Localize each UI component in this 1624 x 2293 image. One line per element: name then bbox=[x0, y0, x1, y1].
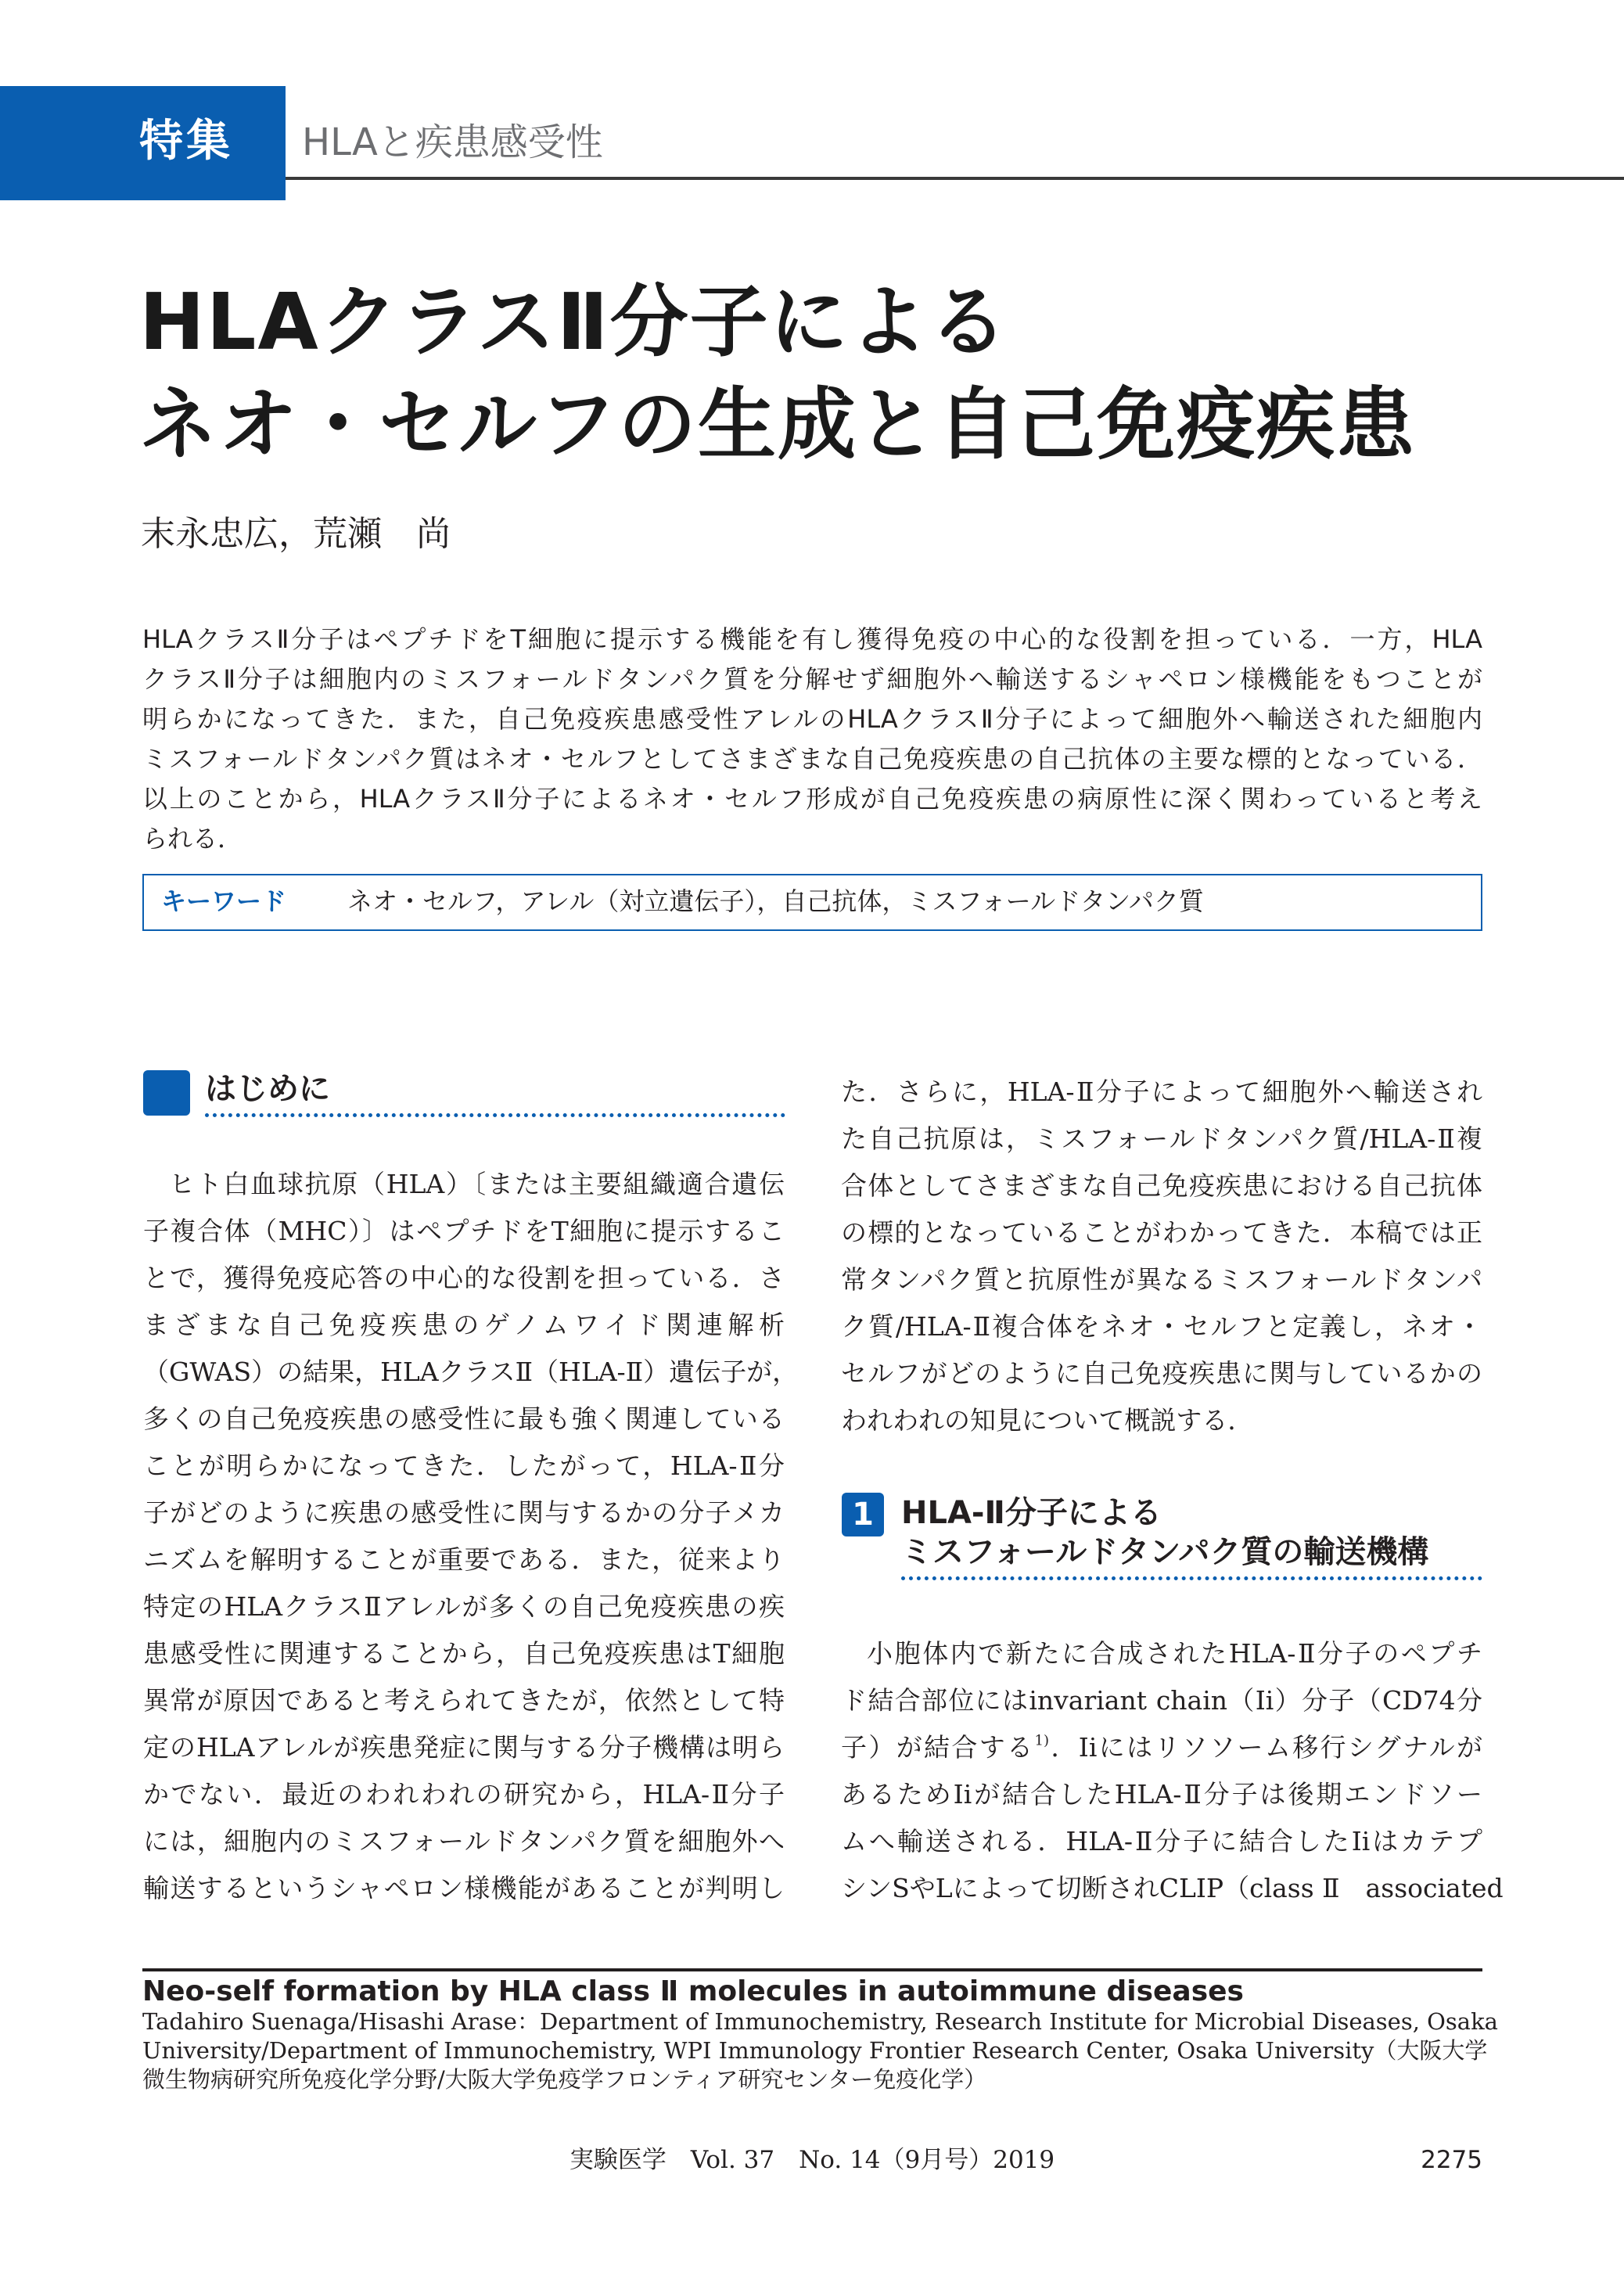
text-line: 異常が原因であると考えられてきたが，依然として特 bbox=[143, 1685, 785, 1716]
text-line: には，細胞内のミスフォールドタンパク質を細胞外へ bbox=[143, 1826, 785, 1856]
text-line: の標的となっていることがわかってきた．本稿では正 bbox=[841, 1217, 1482, 1248]
header-divider bbox=[286, 177, 1624, 180]
affiliation-line: Tadahiro Suenaga/Hisashi Arase：Department of Immunochemistry, Research Institute for Microbial Diseases, Osaka bbox=[142, 2008, 1498, 2035]
text-line: た．さらに，HLA-Ⅱ分子によって細胞外へ輸送され bbox=[841, 1076, 1482, 1107]
text-line: セルフがどのように自己免疫疾患に関与しているかの bbox=[841, 1358, 1482, 1389]
text-fragment: ．Iiにはリソソーム移行シグナルが bbox=[1049, 1732, 1483, 1763]
text-line: 特定のHLAクラスⅡアレルが多くの自己免疫疾患の疾 bbox=[143, 1591, 785, 1622]
section-marker-icon bbox=[143, 1070, 190, 1116]
feature-tag: 特集 bbox=[139, 116, 233, 167]
section1-heading-line-2: ミスフォールドタンパク質の輸送機構 bbox=[901, 1534, 1429, 1570]
series-title: HLAと疾患感受性 bbox=[302, 120, 603, 164]
text-line: HLAクラスⅡ分子はペプチドをT細胞に提示する機能を有し獲得免疫の中心的な役割を担っている．一方，HLA bbox=[142, 624, 1482, 654]
text-line: 明らかになってきた．また，自己免疫疾患感受性アレルのHLAクラスⅡ分子によって細胞外へ輸送された細胞内 bbox=[142, 704, 1482, 734]
text-line: ド結合部位にはinvariant chain（Ii）分子（CD74分 bbox=[841, 1685, 1482, 1716]
text-fragment: 子）が結合する bbox=[841, 1732, 1035, 1763]
text-line: とで，獲得免疫応答の中心的な役割を担っている．さ bbox=[143, 1263, 785, 1293]
text-line: あるためIiが結合したHLA-Ⅱ分子は後期エンドソー bbox=[841, 1779, 1482, 1810]
heading-dotted-rule bbox=[205, 1113, 785, 1117]
text-line: 多くの自己免疫疾患の感受性に最も強く関連している bbox=[143, 1403, 785, 1434]
text-line: かでない．最近のわれわれの研究から，HLA-Ⅱ分子 bbox=[143, 1779, 785, 1810]
text-line: られる． bbox=[142, 824, 243, 854]
text-line: 患感受性に関連することから，自己免疫疾患はT細胞 bbox=[143, 1638, 785, 1669]
text-line: た自己抗原は，ミスフォールドタンパク質/HLA-Ⅱ複 bbox=[841, 1123, 1482, 1154]
abstract bbox=[142, 620, 1482, 859]
text-line: シンSやLによって切断されCLIP（class Ⅱ associated bbox=[841, 1873, 1504, 1903]
journal-info: 実験医学 Vol. 37 No. 14（9月号）2019 bbox=[569, 2146, 1055, 2174]
text-line: 常タンパク質と抗原性が異なるミスフォールドタンパ bbox=[841, 1264, 1482, 1295]
text-line: クラスⅡ分子は細胞内のミスフォールドタンパク質を分解せず細胞外へ輸送するシャペロン様機能をもつことが bbox=[142, 664, 1482, 694]
page-number: 2275 bbox=[1421, 2146, 1482, 2174]
article-title-line-2: ネオ・セルフの生成と自己免疫疾患 bbox=[139, 379, 1416, 470]
text-line: まざまな自己免疫疾患のゲノムワイド関連解析 bbox=[143, 1310, 785, 1340]
body-column-right bbox=[841, 1069, 1482, 1444]
article-title-line-1: HLAクラスⅡ分子による bbox=[139, 276, 1009, 368]
text-line: ヒト白血球抗原（HLA）〔または主要組織適合遺伝 bbox=[169, 1169, 785, 1199]
affiliation bbox=[142, 2007, 1498, 2094]
keyword-list: ネオ・セルフ，アレル（対立遺伝子），自己抗体，ミスフォールドタンパク質 bbox=[347, 886, 1204, 916]
text-line: ムへ輸送される．HLA-Ⅱ分子に結合したIiはカテプ bbox=[841, 1826, 1482, 1856]
intro-heading: はじめに bbox=[205, 1071, 330, 1107]
section-number-badge bbox=[842, 1493, 884, 1536]
text-line: 子複合体（MHC）〕はペプチドをT細胞に提示するこ bbox=[143, 1216, 785, 1246]
keyword-label: キーワード bbox=[161, 886, 287, 916]
affiliation-line: University/Department of Immunochemistry, WPI Immunology Frontier Research Center, Osaka University（大阪大学 bbox=[142, 2037, 1488, 2064]
text-line: 以上のことから，HLAクラスⅡ分子によるネオ・セルフ形成が自己免疫疾患の病原性に深く関わっていると考え bbox=[142, 784, 1482, 814]
section1-heading-line-1: HLA-Ⅱ分子による bbox=[901, 1495, 1162, 1531]
text-line: 合体としてさまざまな自己免疫疾患における自己抗体 bbox=[841, 1170, 1482, 1201]
text-line: 定のHLAアレルが疾患発症に関与する分子機構は明ら bbox=[143, 1732, 785, 1763]
text-line: 小胞体内で新たに合成されたHLA-Ⅱ分子のペプチ bbox=[867, 1638, 1482, 1669]
text-line: 子がどのように疾患の感受性に関与するかの分子メカ bbox=[143, 1497, 785, 1528]
section-number: 1 bbox=[852, 1497, 874, 1533]
affiliation-line: 微生物病研究所免疫化学分野/大阪大学免疫学フロンティア研究センター免疫化学） bbox=[142, 2066, 987, 2093]
text-line: 輸送するというシャペロン様機能があることが判明し bbox=[143, 1873, 785, 1903]
authors: 末永忠広，荒瀬 尚 bbox=[141, 514, 451, 554]
text-line: ミスフォールドタンパク質はネオ・セルフとしてさまざまな自己免疫疾患の自己抗体の主要な標的となっている． bbox=[142, 744, 1482, 774]
body-column-left bbox=[143, 1161, 799, 1912]
section1-body bbox=[841, 1630, 1504, 1912]
text-line: （GWAS）の結果，HLAクラスⅡ（HLA-Ⅱ）遺伝子が， bbox=[143, 1357, 799, 1387]
heading-dotted-rule bbox=[901, 1576, 1482, 1580]
english-title: Neo-self formation by HLA class Ⅱ molecules in autoimmune diseases bbox=[142, 1975, 1244, 2007]
footer-rule bbox=[142, 1968, 1482, 1971]
reference-mark[interactable]: 1) bbox=[1034, 1732, 1050, 1749]
text-line bbox=[841, 1724, 1482, 1771]
text-line: ことが明らかになってきた．したがって，HLA-Ⅱ分 bbox=[143, 1450, 785, 1481]
text-line: われわれの知見について概説する． bbox=[841, 1405, 1254, 1436]
text-line: ニズムを解明することが重要である．また，従来より bbox=[143, 1544, 785, 1575]
text-line: ク質/HLA-Ⅱ複合体をネオ・セルフと定義し，ネオ・ bbox=[841, 1311, 1482, 1342]
